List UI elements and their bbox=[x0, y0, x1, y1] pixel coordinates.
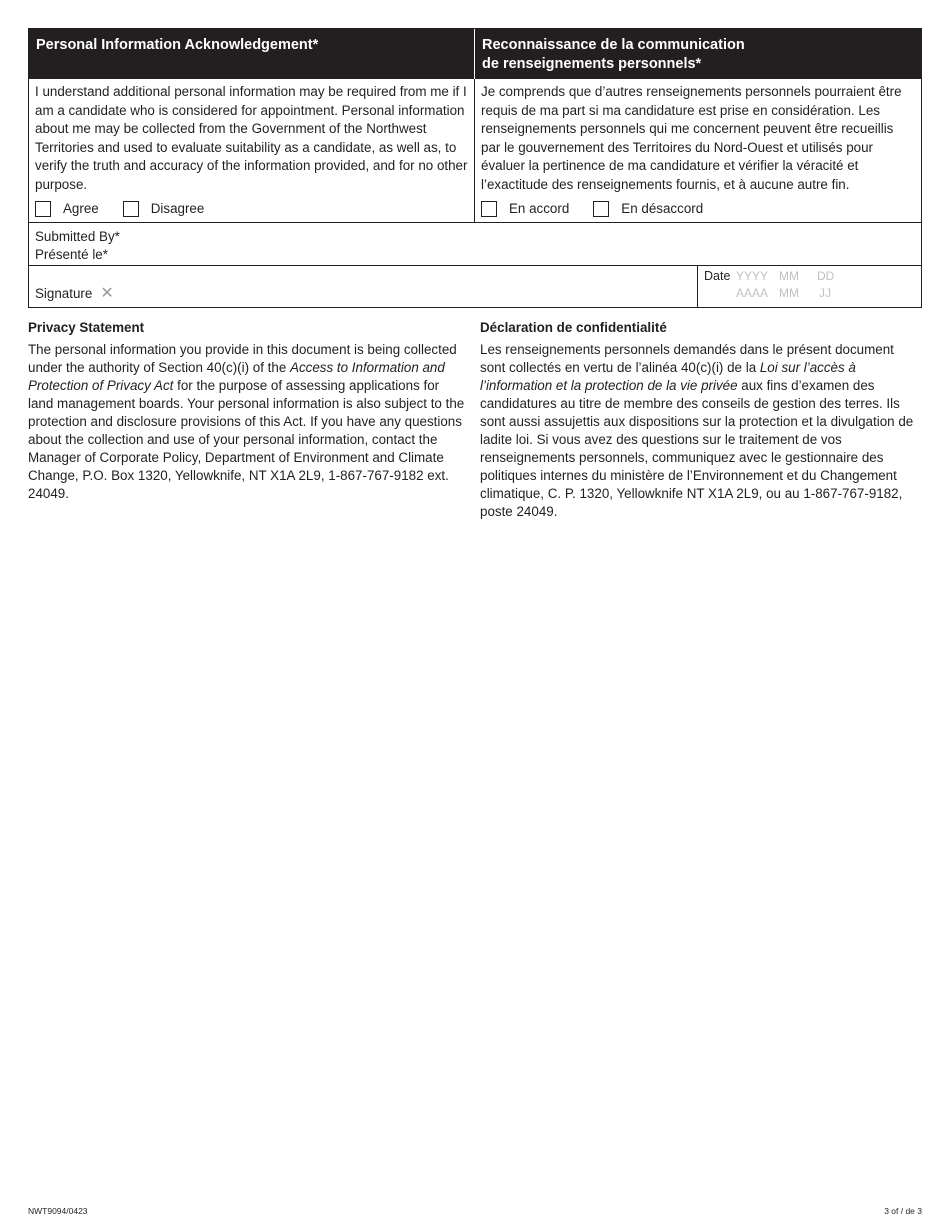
date-year-placeholder: YYYY bbox=[736, 269, 769, 283]
agree-checkbox[interactable] bbox=[35, 201, 51, 217]
en-accord-label: En accord bbox=[509, 200, 570, 216]
submitted-by-field[interactable] bbox=[29, 223, 921, 266]
header-fr-title-line1: Reconnaissance de la communication bbox=[482, 37, 745, 53]
disagree-checkbox[interactable] bbox=[123, 201, 139, 217]
signature-row bbox=[29, 266, 921, 307]
agree-label: Agree bbox=[63, 200, 99, 216]
en-desaccord-checkbox[interactable] bbox=[593, 201, 609, 217]
date-day-placeholder: DD bbox=[817, 269, 835, 283]
acknowledgement-text-fr: Je comprends que d’autres renseignements personnels pourraient être requis de ma part si ma candidature est prise en considération. Les renseignements personnels qui me concernent peuvent être recueillis par le gouvernement des Territoires du Nord-Ouest et utilisés pour évaluer la pertinence de ma candidature et vérifier la véracité et l’exactitude des renseignements fournis, et à aucune autre fin. bbox=[481, 84, 902, 192]
privacy-statement-en bbox=[28, 319, 468, 503]
disagree-option[interactable] bbox=[123, 200, 205, 219]
presente-le-label: Présenté le* bbox=[35, 247, 108, 262]
privacy-statement-fr bbox=[480, 319, 920, 521]
disagree-label: Disagree bbox=[150, 200, 205, 216]
signature-field[interactable] bbox=[29, 266, 697, 307]
date-month-placeholder: MM bbox=[779, 269, 799, 283]
privacy-title-fr: Déclaration de confidentialité bbox=[480, 320, 667, 335]
date-annee-placeholder: AAAA bbox=[736, 286, 769, 300]
privacy-title-en: Privacy Statement bbox=[28, 320, 145, 335]
header-en-title: Personal Information Acknowledgement* bbox=[36, 37, 319, 53]
signature-label: Signature bbox=[35, 285, 93, 301]
header-fr bbox=[475, 29, 921, 79]
privacy-text-en: The personal information you provide in this document is being collected under the authority of Section 40(c)(i) of the Access to Information and Protection of Privacy Act for the purpose of assessing applications for land management boards. Your personal information is also subject to the protection and disclosure provisions of this Act. If you have any questions about the collection and use of your personal information, contact the Manager of Corporate Policy, Department of Environment and Climate Change, P.O. Box 1320, Yellowknife, NT X1A 2L9, 1-867-767-9182 ext. 24049. bbox=[28, 342, 465, 501]
en-accord-option[interactable] bbox=[481, 200, 569, 219]
date-mois-placeholder: MM bbox=[779, 286, 799, 300]
act-name-fr: Loi sur l’accès à l’information et la protection de la vie privée bbox=[480, 360, 856, 393]
act-name-en: Access to Information and Protection of Privacy Act bbox=[28, 360, 445, 393]
acknowledgement-en bbox=[29, 79, 475, 222]
signature-mark-icon: ✕ bbox=[100, 285, 114, 302]
acknowledgement-form bbox=[28, 28, 922, 308]
consent-options-en bbox=[35, 200, 228, 219]
form-number: NWT9094/0423 bbox=[28, 1206, 88, 1216]
page-number: 3 of / de 3 bbox=[884, 1206, 922, 1216]
date-jour-placeholder: JJ bbox=[819, 286, 831, 300]
form-header bbox=[29, 29, 921, 79]
date-field[interactable] bbox=[697, 266, 921, 307]
submitted-by-label: Submitted By* bbox=[35, 229, 120, 244]
header-fr-title-line2: de renseignements personnels* bbox=[482, 56, 702, 72]
en-accord-checkbox[interactable] bbox=[481, 201, 497, 217]
en-desaccord-label: En désaccord bbox=[621, 200, 704, 216]
privacy-text-fr: Les renseignements personnels demandés dans le présent document sont collectés en vertu de l’alinéa 40(c)(i) de la Loi sur l’accès à l’information et la protection de la vie privée aux fins d’examen des candidatures au titre de membre des conseils de gestion des terres. Ils sont aussi assujettis aux dispositions sur la protection et la divulgation de ladite loi. Si vous avez des questions sur le traitement de vos renseignements personnels, communiquez avec le gestionnaire des politiques internes du ministère de l’Environnement et du Changement climatique, C. P. 1320, Yellowknife NT X1A 2L9, ou au 1-867-767-9182, poste 24049. bbox=[480, 342, 914, 519]
header-en bbox=[29, 29, 475, 79]
en-desaccord-option[interactable] bbox=[593, 200, 703, 219]
acknowledgement-text-en: I understand additional personal information may be required from me if I am a candidate who is considered for appointment. Personal information about me may be collected from the Government of the Northwest Territories and used to evaluate suitability as a candidate, as well as, to verify the truth and accuracy of the information provided, and for no other purpose. bbox=[35, 84, 468, 192]
agree-option[interactable] bbox=[35, 200, 99, 219]
consent-options-fr bbox=[481, 200, 727, 219]
acknowledgement-body bbox=[29, 79, 921, 223]
date-label: Date bbox=[704, 269, 731, 283]
acknowledgement-fr bbox=[475, 79, 921, 222]
